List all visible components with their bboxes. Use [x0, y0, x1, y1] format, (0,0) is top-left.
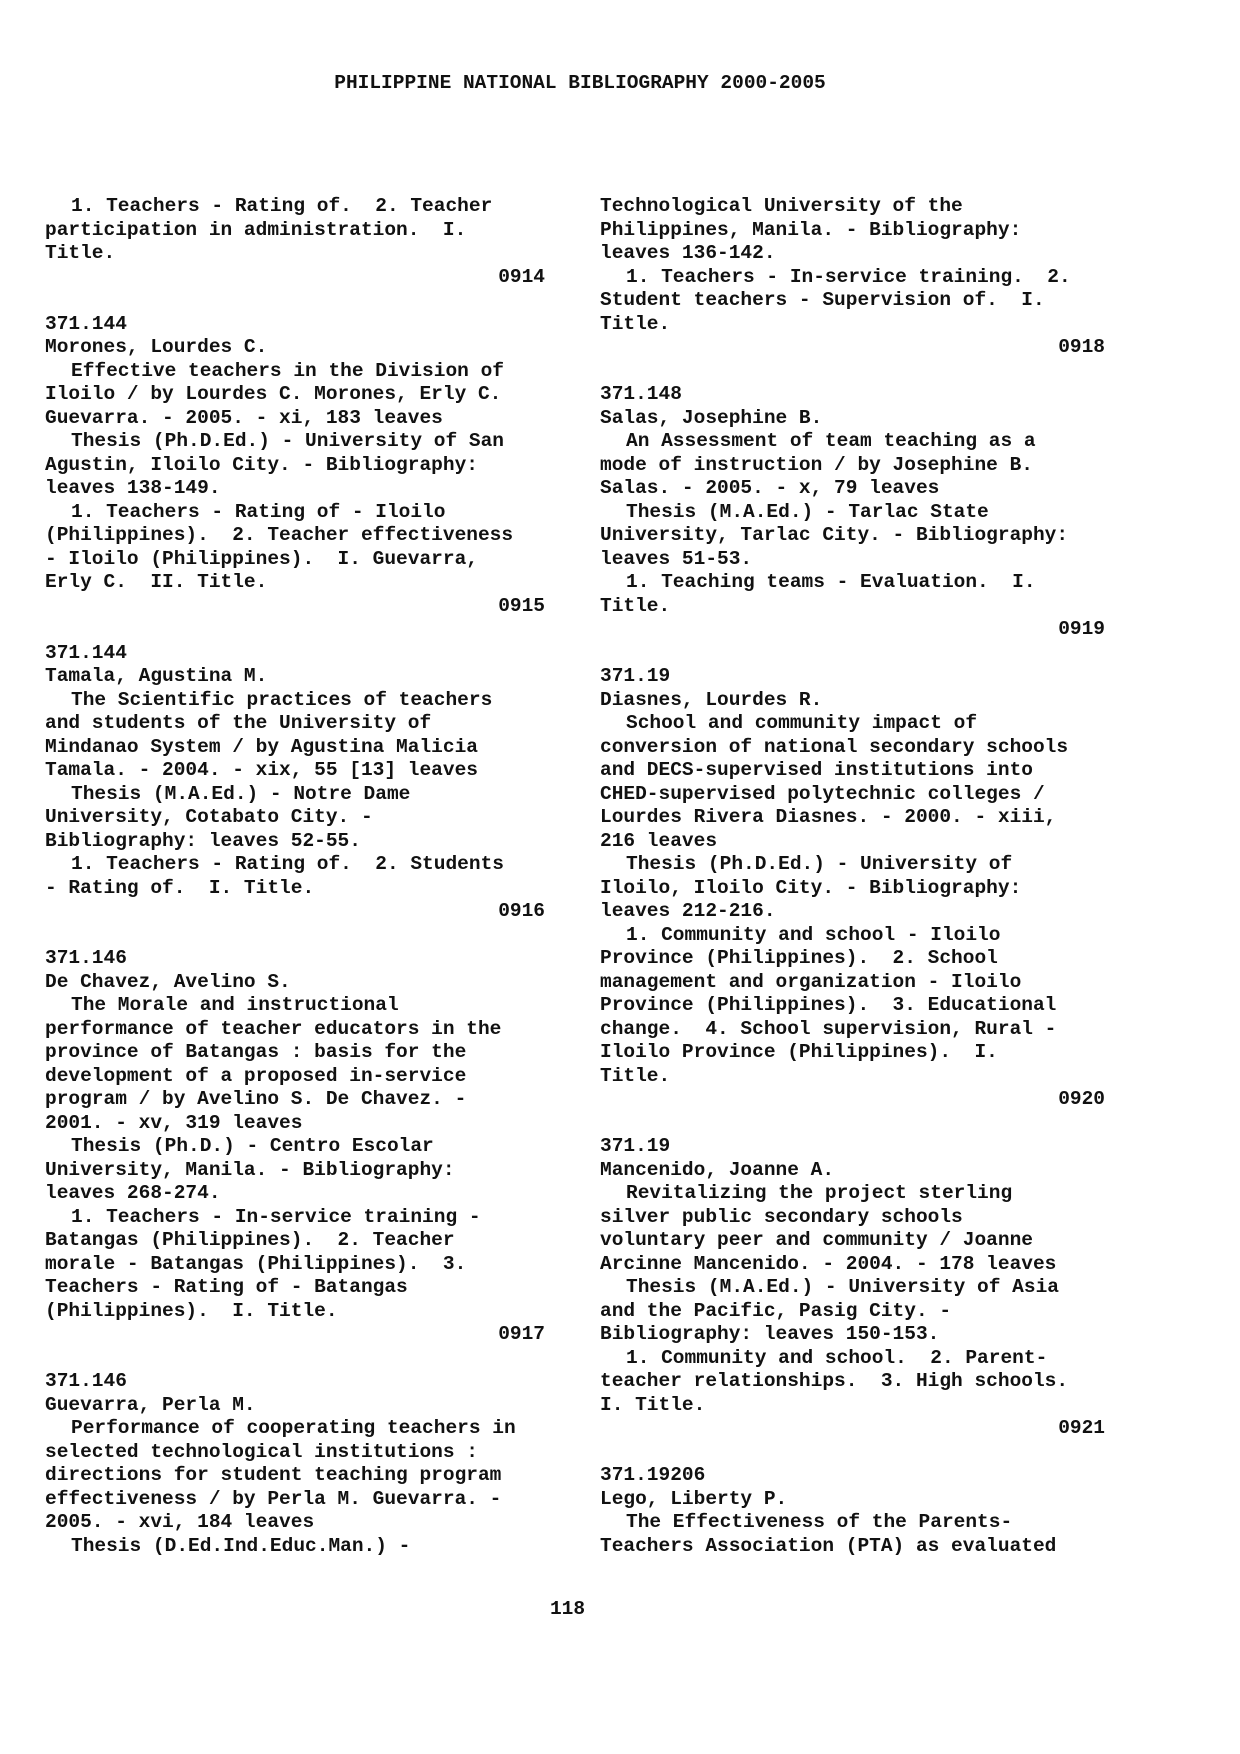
entry-line: 2005. - xvi, 184 leaves — [45, 1511, 315, 1533]
entry-number: 0919 — [1058, 618, 1105, 640]
entry-line: province of Batangas : basis for the — [45, 1041, 467, 1063]
entry-line: leaves 268-274. — [45, 1182, 221, 1204]
entry-line: performance of teacher educators in the — [45, 1017, 502, 1040]
entry-number: 0914 — [498, 265, 545, 288]
entry-line: voluntary peer and community / Joanne — [600, 1229, 1033, 1251]
entry-line: Tamala. - 2004. - xix, 55 [13] leaves — [45, 759, 478, 781]
entry-line: An Assessment of team teaching as a — [626, 430, 1036, 452]
blank-line — [600, 1441, 1105, 1465]
entry-line: effectiveness / by Perla M. Guevarra. - — [45, 1487, 502, 1510]
entry-line: 371.148 — [600, 383, 682, 405]
entry-line: Title. — [45, 242, 116, 264]
entry-line: School and community impact of — [626, 712, 978, 734]
entry-line: Salas. - 2005. - x, 79 leaves — [600, 477, 940, 499]
entry-line: leaves 212-216. — [600, 900, 776, 922]
bibliography-entry — [600, 642, 1105, 1112]
bibliography-entry — [600, 1112, 1105, 1441]
entry-line: Diasnes, Lourdes R. — [600, 688, 823, 711]
entry-line: program / by Avelino S. De Chavez. - — [45, 1088, 467, 1110]
entry-line: Teachers Association (PTA) as evaluated — [600, 1534, 1057, 1557]
entry-line: selected technological institutions : — [45, 1440, 478, 1463]
entry-line: 1. Teaching teams - Evaluation. I. — [626, 571, 1036, 593]
entry-line: Mindanao System / by Agustina Malicia — [45, 735, 478, 758]
blank-line — [600, 1112, 1105, 1136]
entry-line: Lourdes Rivera Diasnes. - 2000. - xiii, — [600, 806, 1057, 828]
entry-line: Thesis (Ph.D.) - Centro Escolar — [71, 1135, 434, 1157]
entry-line: Lego, Liberty P. — [600, 1487, 788, 1510]
entry-line: 1. Teachers - Rating of. 2. Students — [71, 853, 504, 875]
entry-line: Thesis (M.A.Ed.) - Tarlac State — [626, 500, 989, 523]
entry-line: 371.144 — [45, 312, 127, 335]
bibliography-entry — [45, 924, 545, 1347]
blank-line — [45, 289, 545, 313]
entry-line: 371.19 — [600, 665, 671, 687]
entry-line: directions for student teaching program — [45, 1464, 502, 1486]
bibliography-entry — [45, 1347, 545, 1559]
entry-line: University, Manila. - Bibliography: — [45, 1158, 455, 1181]
entry-line: management and organization - Iloilo — [600, 970, 1022, 993]
entry-line: Philippines, Manila. - Bibliography: — [600, 218, 1022, 241]
entry-line: Iloilo, Iloilo City. - Bibliography: — [600, 876, 1022, 899]
entry-line: Bibliography: leaves 150-153. — [600, 1323, 940, 1345]
entry-line: morale - Batangas (Philippines). 3. — [45, 1252, 467, 1275]
entry-line: Student teachers - Supervision of. I. — [600, 289, 1045, 311]
entry-line: 1. Community and school. 2. Parent- — [626, 1346, 1048, 1369]
entry-line: leaves 138-149. — [45, 477, 221, 499]
entry-line: 371.146 — [45, 947, 127, 969]
entry-line: silver public secondary schools — [600, 1205, 963, 1228]
entry-line: Tamala, Agustina M. — [45, 665, 268, 687]
entry-line: 1. Teachers - Rating of. 2. Teacher — [71, 195, 493, 217]
blank-line — [600, 642, 1105, 666]
entry-line: conversion of national secondary schools — [600, 735, 1069, 758]
blank-line — [45, 618, 545, 642]
entry-line: Salas, Josephine B. — [600, 406, 823, 429]
entry-line: Thesis (M.A.Ed.) - Notre Dame — [71, 782, 411, 805]
entry-line: Province (Philippines). 3. Educational — [600, 994, 1057, 1016]
entry-line: 1. Teachers - In-service training - — [71, 1205, 481, 1228]
entry-line: Guevarra, Perla M. — [45, 1393, 256, 1416]
entry-line: Teachers - Rating of - Batangas — [45, 1276, 408, 1298]
entry-line: 1. Community and school - Iloilo — [626, 923, 1001, 946]
bibliography-entry — [45, 618, 545, 924]
entry-line: Agustin, Iloilo City. - Bibliography: — [45, 453, 478, 476]
entry-line: mode of instruction / by Josephine B. — [600, 453, 1033, 476]
entry-line: (Philippines). 2. Teacher effectiveness — [45, 524, 514, 546]
entry-line: - Rating of. I. Title. — [45, 876, 315, 899]
left-column — [45, 195, 545, 1558]
entry-number: 0921 — [1058, 1417, 1105, 1439]
blank-line — [45, 924, 545, 948]
entry-line: Province (Philippines). 2. School — [600, 947, 998, 969]
blank-line — [45, 1347, 545, 1371]
entry-line: 371.144 — [45, 641, 127, 664]
entry-line: Thesis (M.A.Ed.) - University of Asia — [626, 1276, 1059, 1298]
entry-line: 2001. - xv, 319 leaves — [45, 1111, 303, 1134]
entry-line: change. 4. School supervision, Rural - — [600, 1017, 1057, 1040]
entry-number: 0917 — [498, 1323, 545, 1345]
entry-line: 1. Teachers - Rating of - Iloilo — [71, 500, 446, 523]
entry-line: Title. — [600, 594, 671, 617]
entry-line: 216 leaves — [600, 829, 718, 852]
entry-line: 371.19 — [600, 1135, 671, 1157]
entry-number: 0915 — [498, 594, 545, 617]
entry-line: participation in administration. I. — [45, 218, 467, 241]
entry-line: Performance of cooperating teachers in — [71, 1417, 516, 1439]
entry-line: Thesis (Ph.D.Ed.) - University of San — [71, 430, 504, 452]
page-header: PHILIPPINE NATIONAL BIBLIOGRAPHY 2000-2005 — [334, 72, 826, 94]
entry-line: - Iloilo (Philippines). I. Guevarra, — [45, 547, 478, 570]
entry-line: CHED-supervised polytechnic colleges / — [600, 782, 1045, 805]
entry-line: development of a proposed in-service — [45, 1064, 467, 1087]
entry-line: Technological University of the — [600, 195, 963, 217]
entry-line: I. Title. — [600, 1393, 706, 1416]
entry-line: Effective teachers in the Division of — [71, 359, 504, 382]
entry-number: 0920 — [1058, 1088, 1105, 1110]
bibliography-entry — [600, 360, 1105, 642]
entry-line: University, Tarlac City. - Bibliography: — [600, 524, 1069, 546]
entry-line: University, Cotabato City. - — [45, 806, 373, 828]
entry-line: Guevarra. - 2005. - xi, 183 leaves — [45, 406, 443, 429]
entry-line: teacher relationships. 3. High schools. — [600, 1370, 1069, 1392]
entry-line: Morones, Lourdes C. — [45, 336, 268, 358]
entry-line: leaves 51-53. — [600, 547, 753, 570]
entry-line: Mancenido, Joanne A. — [600, 1158, 835, 1181]
page-number: 118 — [549, 1598, 586, 1620]
bibliography-entry — [45, 195, 545, 289]
entry-number: 0916 — [498, 900, 545, 922]
entry-line: Thesis (D.Ed.Ind.Educ.Man.) - — [71, 1534, 411, 1557]
entry-line: Iloilo / by Lourdes C. Morones, Erly C. — [45, 383, 502, 405]
entry-line: Batangas (Philippines). 2. Teacher — [45, 1229, 455, 1251]
entry-line: 1. Teachers - In-service training. 2. — [626, 265, 1071, 288]
entry-line: and students of the University of — [45, 712, 432, 734]
entry-line: (Philippines). I. Title. — [45, 1299, 338, 1322]
entry-line: The Scientific practices of teachers — [71, 688, 493, 711]
entry-line: 371.19206 — [600, 1464, 706, 1486]
entry-number: 0918 — [1058, 336, 1105, 358]
entry-line: Thesis (Ph.D.Ed.) - University of — [626, 853, 1013, 875]
entry-line: and the Pacific, Pasig City. - — [600, 1299, 952, 1322]
entry-line: The Effectiveness of the Parents- — [626, 1511, 1013, 1533]
entry-line: Title. — [600, 1064, 671, 1087]
blank-line — [600, 360, 1105, 384]
entry-line: Iloilo Province (Philippines). I. — [600, 1041, 998, 1063]
entry-line: De Chavez, Avelino S. — [45, 970, 291, 993]
entry-line: 371.146 — [45, 1370, 127, 1392]
entry-line: The Morale and instructional — [71, 994, 399, 1016]
entry-line: Arcinne Mancenido. - 2004. - 178 leaves — [600, 1252, 1057, 1275]
entry-line: Bibliography: leaves 52-55. — [45, 829, 361, 852]
bibliography-entry — [600, 1441, 1105, 1559]
right-column — [600, 195, 1105, 1558]
entry-line: Erly C. II. Title. — [45, 571, 268, 593]
bibliography-entry — [45, 289, 545, 618]
entry-line: Title. — [600, 312, 671, 335]
entry-line: and DECS-supervised institutions into — [600, 759, 1033, 781]
entry-line: leaves 136-142. — [600, 242, 776, 264]
entry-line: Revitalizing the project sterling — [626, 1182, 1013, 1204]
bibliography-entry — [600, 195, 1105, 360]
